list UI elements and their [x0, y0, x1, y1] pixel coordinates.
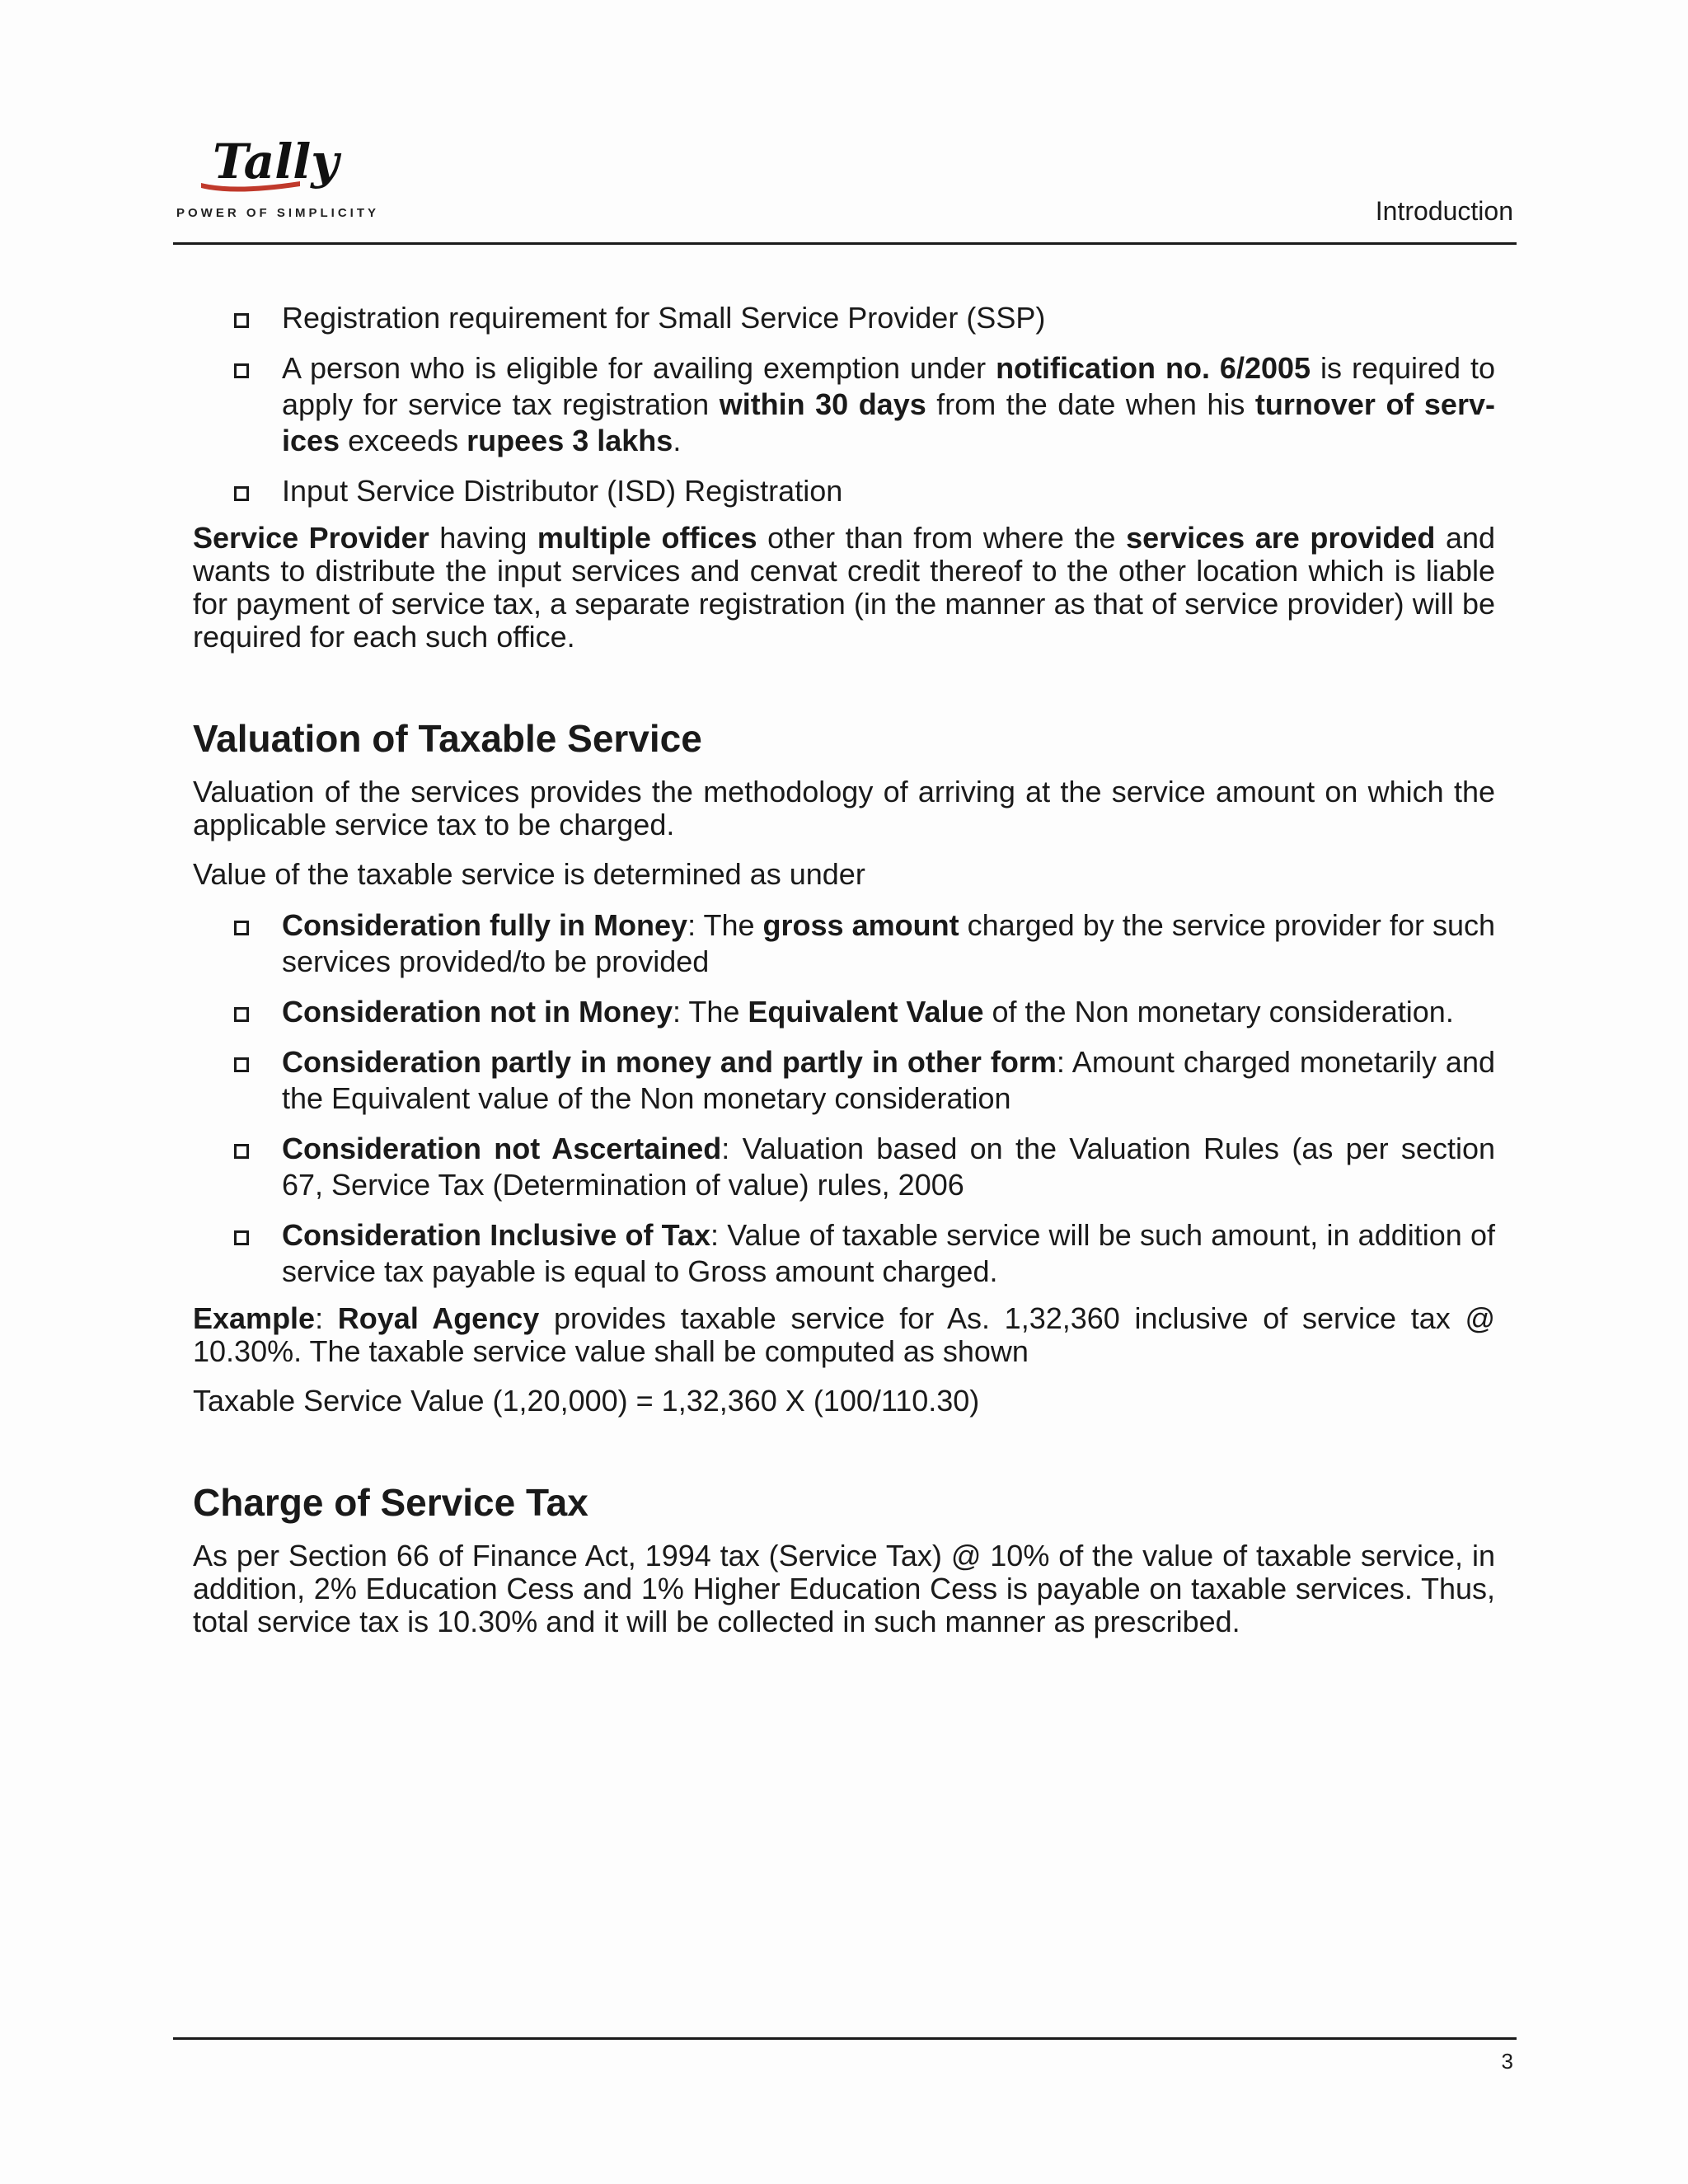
list-item: Consideration not in Money: The Equivalent Value of the Non monetary consideration. [193, 994, 1495, 1030]
list-item: Registration requirement for Small Service Provider (SSP) [193, 300, 1495, 336]
square-bullet-icon [234, 1057, 249, 1072]
charge-heading: Charge of Service Tax [193, 1481, 588, 1524]
valuation-heading: Valuation of Taxable Service [193, 717, 702, 760]
footer-rule [173, 2037, 1517, 2040]
list-item: Consideration Inclusive of Tax: Value of taxable service will be such amount, in addition of service tax payable is equal to Gross amount charged. [193, 1217, 1495, 1290]
example-paragraph: Example: Royal Agency provides taxable service for As. 1,32,360 inclusive of service tax @ 10.30%. The taxable service value shall be computed as shown [193, 1301, 1496, 1368]
logo-tagline: POWER OF SIMPLICITY [176, 206, 380, 220]
consideration-bullet-list [193, 907, 1495, 1290]
square-bullet-icon [234, 1230, 249, 1245]
isd-paragraph: Service Provider having multiple offices other than from where the services are provided and wants to distribute the input services and cenvat credit thereof to the other location which is liable for payment of service tax, a separate registration (in the manner as that of service provider) will be required for each such office. [193, 521, 1496, 654]
list-item: Consideration fully in Money: The gross amount charged by the service provider for such services provided/to be provided [193, 907, 1495, 980]
list-item: Consideration partly in money and partly in other form: Amount charged monetarily and the Equivalent value of the Non monetary consideration [193, 1044, 1495, 1117]
header-rule [173, 242, 1517, 245]
logo-wordmark: Tally [213, 137, 339, 190]
page-content [193, 300, 1495, 1655]
charge-paragraph: As per Section 66 of Finance Act, 1994 tax (Service Tax) @ 10% of the value of taxable service, in addition, 2% Education Cess and 1% Higher Education Cess is payable on taxable services. Thus, total service tax is 10.30% and it will be collected in such manner as prescribed. [193, 1539, 1495, 1638]
formula-paragraph: Taxable Service Value (1,20,000) = 1,32,360 X (100/110.30) [193, 1384, 980, 1418]
square-bullet-icon [234, 486, 249, 501]
square-bullet-icon [234, 1144, 249, 1159]
running-header-section: Introduction [1375, 196, 1513, 226]
square-bullet-icon [234, 921, 249, 935]
list-item: Consideration not Ascertained: Valuation based on the Valuation Rules (as per section 67, Service Tax (Determination of value) rules, 2006 [193, 1131, 1495, 1203]
list-item: A person who is eligible for availing exemption under notification no. 6/2005 is required to apply for service tax registration within 30 days from the date when his turnover of serv-ices exceeds rupees 3 lakhs. [193, 350, 1495, 459]
tally-logo-icon [176, 137, 366, 211]
square-bullet-icon [234, 313, 249, 328]
registration-bullet-list [193, 300, 1495, 509]
valuation-determined-paragraph: Value of the taxable service is determined as under [193, 857, 865, 891]
page-number: 3 [1501, 2049, 1513, 2074]
square-bullet-icon [234, 1007, 249, 1022]
square-bullet-icon [234, 363, 249, 378]
list-item: Input Service Distributor (ISD) Registration [193, 473, 1495, 509]
valuation-intro-paragraph: Valuation of the services provides the methodology of arriving at the service amount on which the applicable service tax to be charged. [193, 775, 1495, 841]
